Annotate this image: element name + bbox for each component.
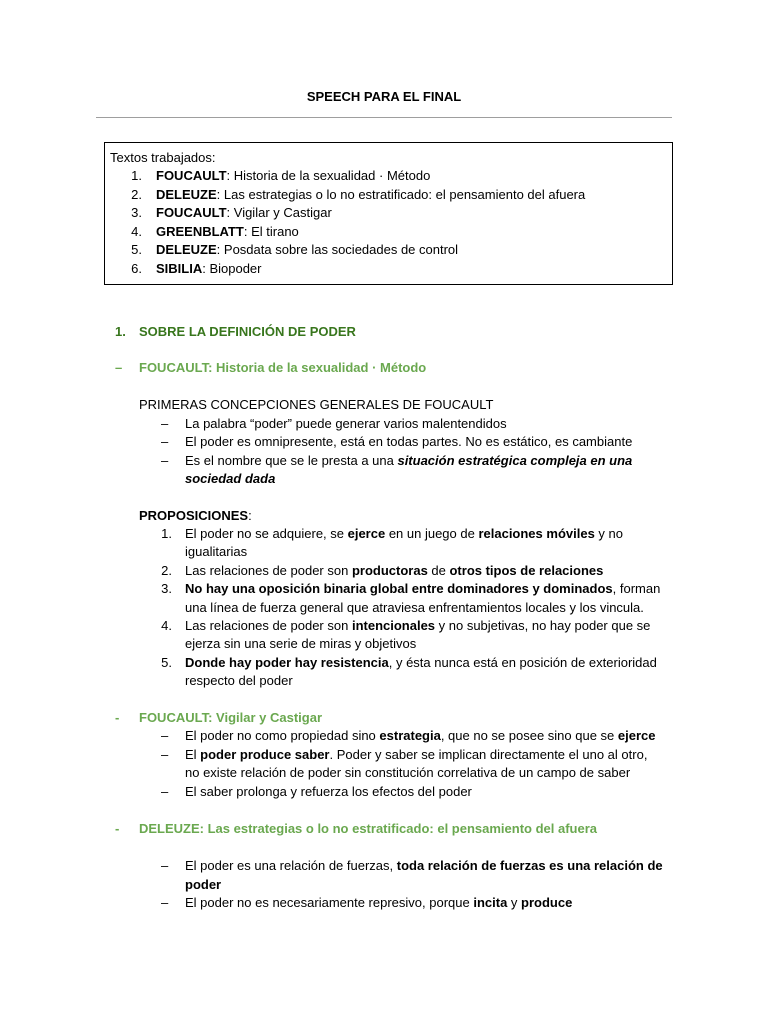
bullet-dash: – — [161, 747, 169, 762]
box-item-title: : Vigilar y Castigar — [226, 205, 332, 220]
propositions-heading: PROPOSICIONES: — [139, 508, 252, 523]
subsection-title: FOUCAULT: Historia de la sexualidad · Método — [139, 360, 427, 375]
bullet-text: El poder es omnipresente, está en todas partes. No es estático, es cambiante — [185, 434, 633, 449]
box-item-author: DELEUZE — [156, 242, 217, 257]
box-item — [156, 167, 430, 185]
bullet-text: El poder no como propiedad sino estrategia, que no se posee sino que se ejerce — [185, 728, 656, 743]
bullet-text: El poder produce saber. Poder y saber se implican directamente el uno al otro, — [185, 747, 648, 762]
box-item-title: : Posdata sobre las sociedades de control — [216, 242, 459, 257]
box-item-number: 2. — [131, 186, 142, 202]
box-item — [156, 241, 458, 259]
subsection-dash: - — [115, 821, 120, 836]
bullet-text: El poder no es necesariamente represivo, porque incita y produce — [185, 895, 573, 910]
bullet-dash: – — [161, 416, 169, 431]
list-number: 4. — [161, 618, 172, 633]
bullet-text-cont: no existe relación de poder sin constitución correlativa de un campo de saber — [185, 765, 631, 780]
bullet-text: El poder es una relación de fuerzas, toda relación de fuerzas es una relación de — [185, 858, 663, 873]
box-heading: Textos trabajados: — [110, 150, 216, 165]
box-item-author: FOUCAULT — [156, 205, 227, 220]
bullet-text: El saber prolonga y refuerza los efectos del poder — [185, 784, 472, 799]
proposition-text-cont: ejerza sin una serie de miras y objetivos — [185, 636, 417, 651]
proposition-text-cont: una línea de fuerza general que atraviesa enfrentamientos locales y los vincula. — [185, 600, 644, 615]
box-item-author: SIBILIA — [156, 260, 203, 276]
box-item-title: : Las estrategias o lo no estratificado: el pensamiento del afuera — [216, 186, 586, 202]
proposition-text: Las relaciones de poder son intencionales y no subjetivas, no hay poder que se — [185, 618, 651, 633]
box-item-author: GREENBLATT — [156, 223, 244, 239]
bullet-dash: – — [161, 895, 169, 910]
general-heading: PRIMERAS CONCEPCIONES GENERALES DE FOUCAULT — [139, 397, 494, 412]
proposition-text: Donde hay poder hay resistencia, y ésta nunca está en posición de exterioridad — [185, 655, 657, 670]
bullet-dash: – — [161, 728, 169, 743]
box-item-number: 1. — [131, 168, 142, 183]
bullet-dash: – — [161, 784, 169, 799]
bullet-text: La palabra “poder” puede generar varios malentendidos — [185, 416, 507, 431]
proposition-text: No hay una oposición binaria global entre dominadores y dominados, forman — [185, 581, 661, 596]
box-item — [156, 204, 332, 222]
box-item-number: 6. — [131, 260, 142, 276]
bullet-text: Es el nombre que se le presta a una situación estratégica compleja en una — [185, 453, 633, 468]
section-number: 1. — [115, 324, 126, 339]
box-item-title: : El tirano — [243, 223, 299, 239]
proposition-text: El poder no se adquiere, se ejerce en un juego de relaciones móviles y no — [185, 526, 623, 541]
subsection-title: FOUCAULT: Vigilar y Castigar — [139, 710, 322, 725]
section-title: SOBRE LA DEFINICIÓN DE PODER — [139, 324, 356, 339]
proposition-text: Las relaciones de poder son productoras de otros tipos de relaciones — [185, 563, 604, 578]
subsection-title: DELEUZE: Las estrategias o lo no estratificado: el pensamiento del afuera — [139, 821, 598, 836]
bullet-text-cont: poder — [185, 877, 222, 892]
bullet-dash: – — [161, 434, 169, 449]
box-item — [156, 260, 262, 278]
box-item-title: : Biopoder — [202, 260, 262, 276]
list-number: 1. — [161, 526, 172, 541]
subsection-dash: – — [115, 360, 123, 375]
box-item-title: : Historia de la sexualidad · Método — [226, 168, 431, 183]
proposition-text-cont: respecto del poder — [185, 673, 293, 688]
list-number: 3. — [161, 581, 172, 596]
list-number: 5. — [161, 655, 172, 670]
title-divider — [96, 117, 672, 118]
proposition-text-cont: igualitarias — [185, 544, 248, 559]
box-item — [156, 186, 585, 204]
box-item-number: 3. — [131, 205, 142, 220]
box-item-number: 5. — [131, 242, 142, 257]
list-number: 2. — [161, 563, 172, 578]
page-title: SPEECH PARA EL FINAL — [306, 89, 462, 104]
subsection-dash: - — [115, 710, 120, 725]
box-item-author: DELEUZE — [156, 186, 217, 202]
bullet-dash: – — [161, 858, 169, 873]
bullet-text-cont: sociedad dada — [185, 471, 276, 486]
box-item-author: FOUCAULT — [156, 168, 227, 183]
box-item — [156, 223, 299, 241]
bullet-dash: – — [161, 453, 169, 468]
box-item-number: 4. — [131, 223, 142, 239]
